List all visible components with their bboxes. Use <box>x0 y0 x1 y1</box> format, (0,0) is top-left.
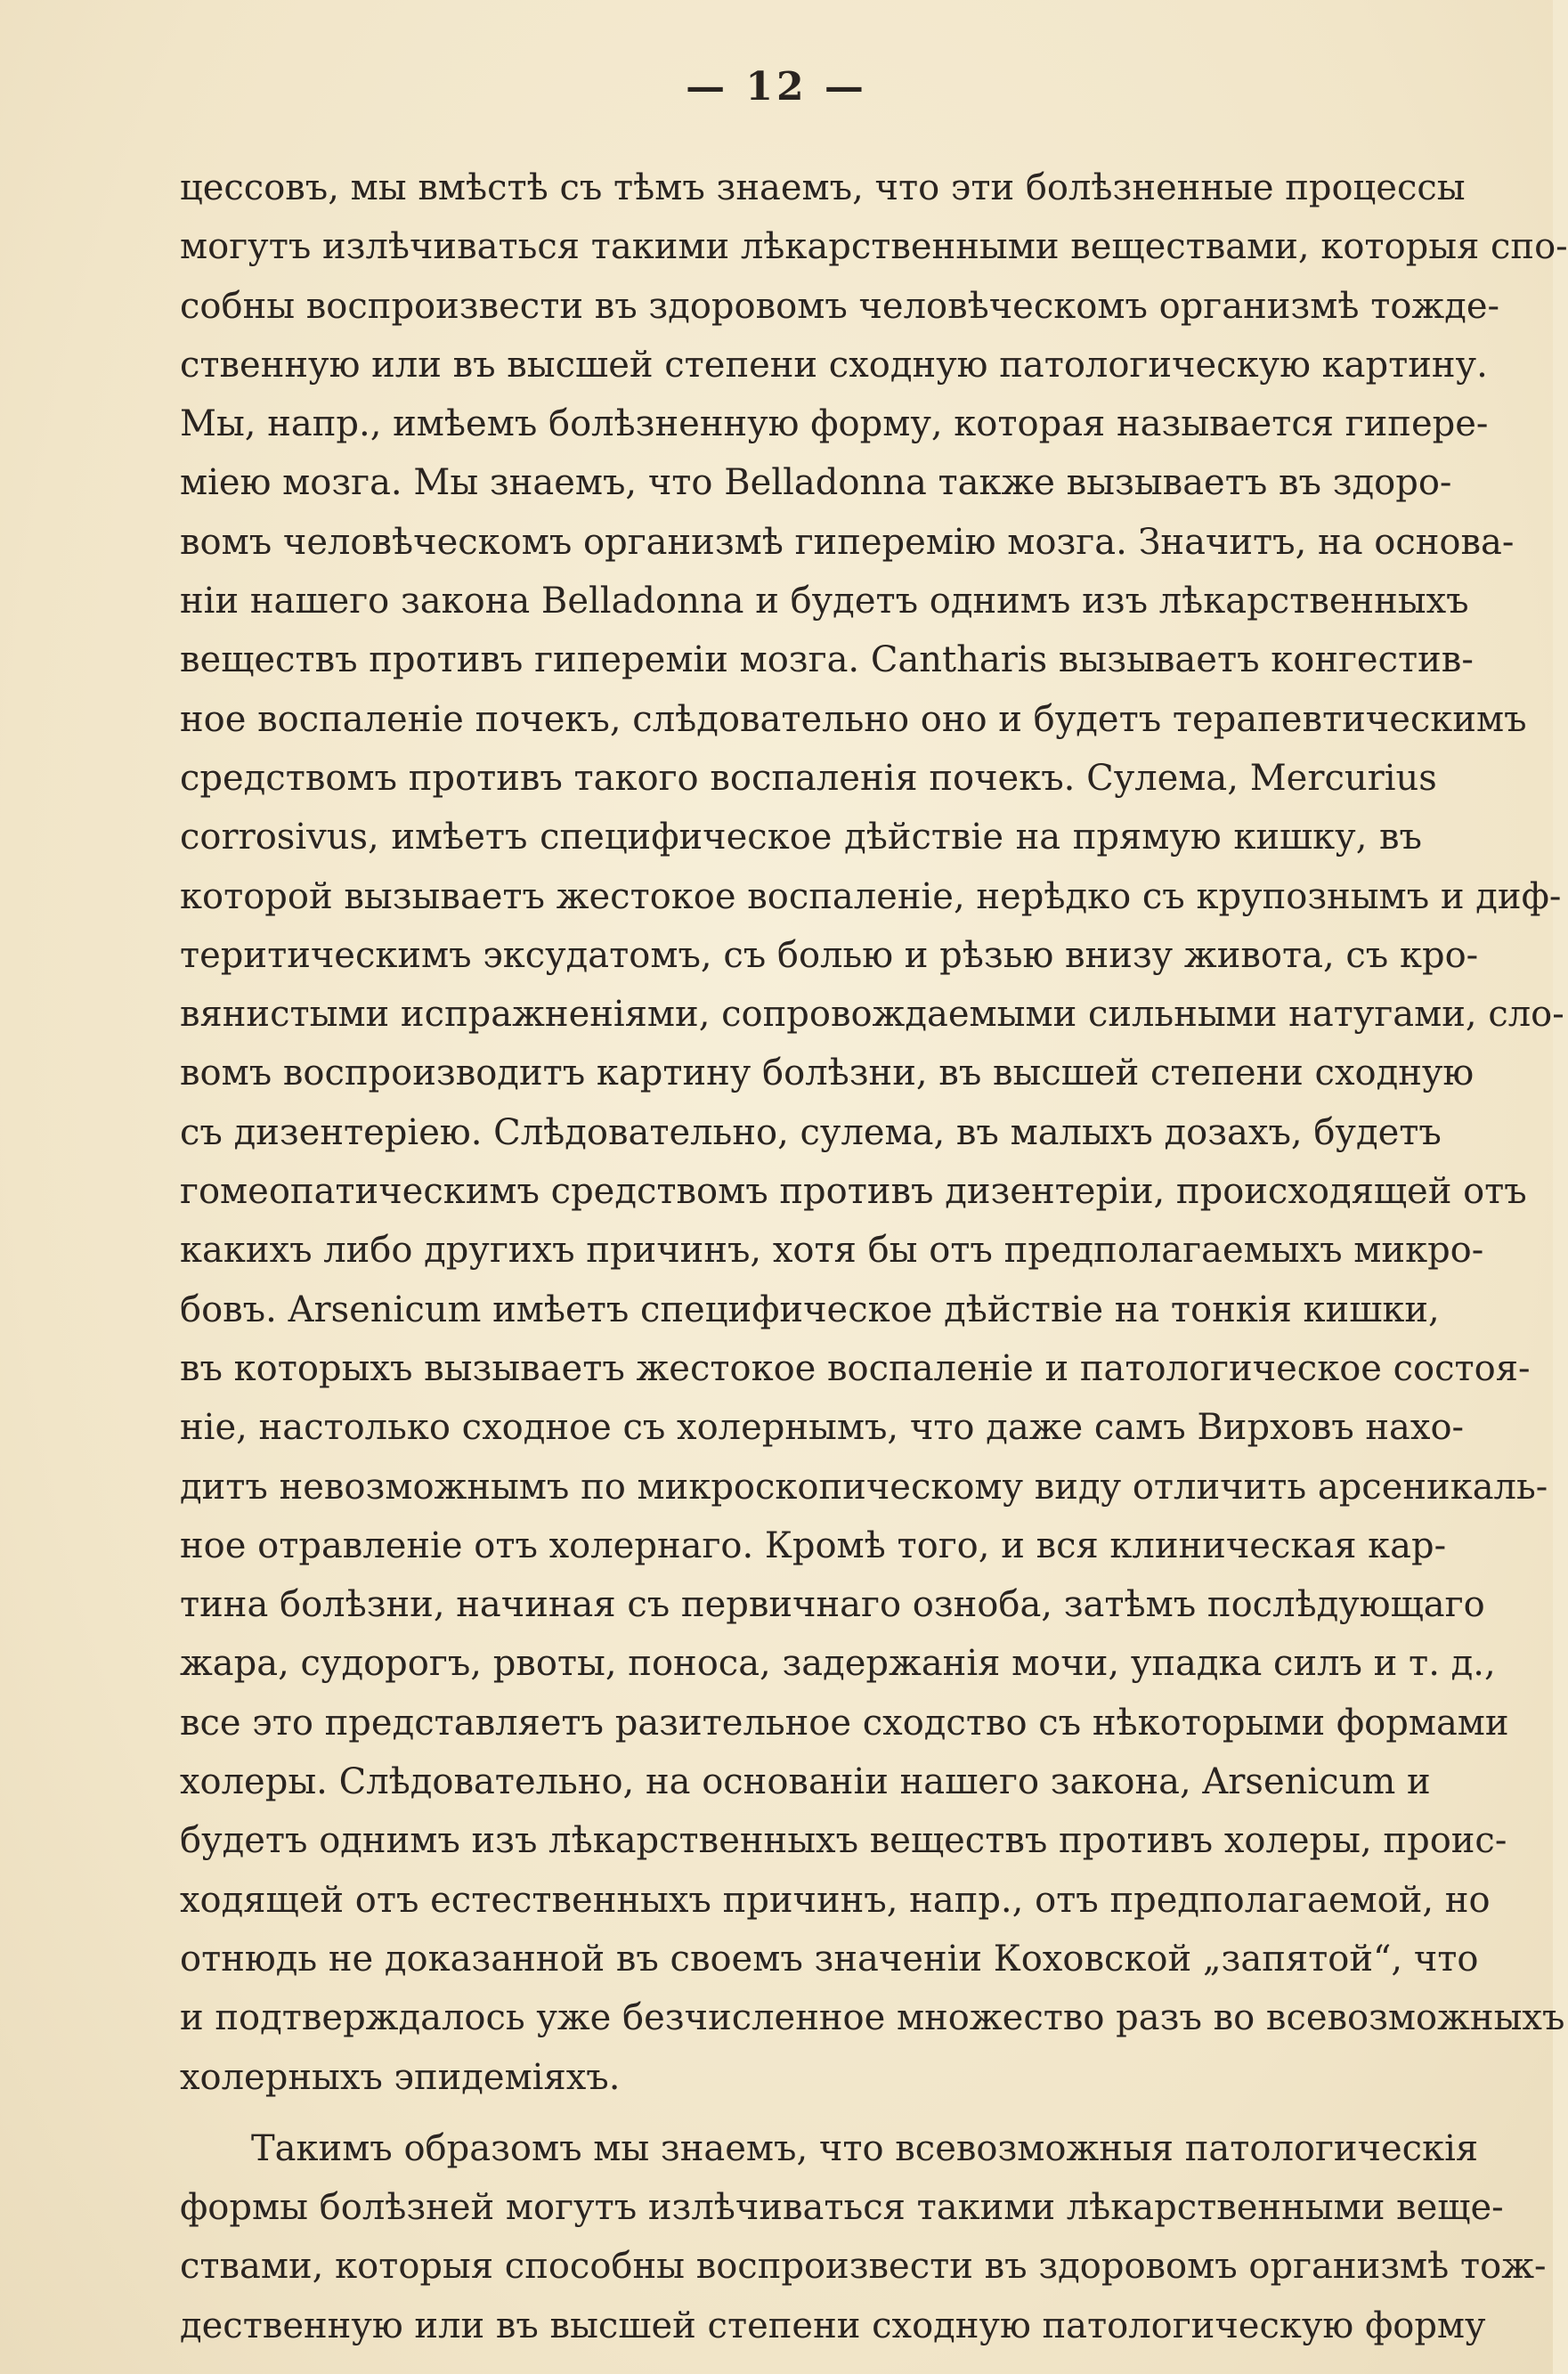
text-line: въ которыхъ вызываетъ жестокое воспаленіе и патологическое состоя- <box>180 1347 1531 1389</box>
text-line: дественную или въ высшей степени сходную патологическую форму <box>180 2305 1486 2346</box>
text-line: жара, судорогъ, рвоты, поноса, задержанія мочи, упадка силъ и т. д., <box>180 1643 1496 1685</box>
paragraph-gap <box>180 2107 1422 2119</box>
text-line: теритическимъ эксудатомъ, съ болью и рѣзью внизу живота, съ кро- <box>180 934 1479 976</box>
text-line: ное воспаленіе почекъ, слѣдовательно оно и будетъ терапевтическимъ <box>180 698 1527 740</box>
text-line: ніи нашего закона Belladonna и будетъ однимъ изъ лѣкарственныхъ <box>180 581 1469 622</box>
text-line: вомъ человѣческомъ организмѣ гиперемію мозга. Значитъ, на основа- <box>180 521 1515 563</box>
text-line: ходящей отъ естественныхъ причинъ, напр., отъ предполагаемой, но <box>180 1879 1491 1921</box>
text-line: и подтверждалось уже безчисленное множество разъ во всевозможныхъ <box>180 1997 1565 2039</box>
text-line: бовъ. Arsenicum имѣетъ специфическое дѣйствіе на тонкія кишки, <box>180 1289 1440 1330</box>
text-line: все это представляетъ разительное сходство съ нѣкоторыми формами <box>180 1702 1509 1744</box>
text-line: какихъ либо другихъ причинъ, хотя бы отъ предполагаемыхъ микро- <box>180 1230 1484 1272</box>
text-line: вянистыми испражненіями, сопровождаемыми сильными натугами, сло- <box>180 994 1564 1036</box>
text-line: ное отравленіе отъ холернаго. Кромѣ того, и вся клиническая кар- <box>180 1524 1447 1566</box>
text-line: средствомъ противъ такого воспаленія почекъ. Сулема, Mercurius <box>180 757 1437 799</box>
text-line: ствами, которыя способны воспроизвести въ здоровомъ организмѣ тож- <box>180 2246 1547 2288</box>
text-line: вомъ воспроизводитъ картину болѣзни, въ высшей степени сходную <box>180 1053 1475 1094</box>
text-line: тина болѣзни, начиная съ первичнаго озноба, затѣмъ послѣдующаго <box>180 1584 1485 1626</box>
paragraph-1 <box>180 159 1568 2107</box>
text-line: corrosivus, имѣетъ специфическое дѣйствіе на прямую кишку, въ <box>180 817 1422 858</box>
text-line: ственную или въ высшей степени сходную патологическую картину. <box>180 344 1488 386</box>
text-line: гомеопатическимъ средствомъ противъ дизентеріи, происходящей отъ <box>180 1171 1527 1213</box>
text-line: Такимъ образомъ мы знаемъ, что всевозможныя патологическія <box>251 2127 1479 2169</box>
text-line: съ дизентеріею. Слѣдовательно, сулема, въ малыхъ дозахъ, будетъ <box>180 1111 1442 1153</box>
page-number: — 12 — <box>686 64 867 110</box>
text-line: міею мозга. Мы знаемъ, что Belladonna также вызываетъ въ здоро- <box>180 462 1452 504</box>
text-body <box>180 159 1568 2355</box>
text-line: собны воспроизвести въ здоровомъ человѣческомъ организмѣ тожде- <box>180 285 1500 327</box>
text-line: цессовъ, мы вмѣстѣ съ тѣмъ знаемъ, что эти болѣзненные процессы <box>180 167 1466 208</box>
text-line: могутъ излѣчиваться такими лѣкарственными веществами, которыя спо- <box>180 226 1568 268</box>
text-line: отнюдь не доказанной въ своемъ значеніи Коховской „запятой“, что <box>180 1938 1479 1980</box>
paragraph-2 <box>180 2119 1547 2355</box>
text-line: холерныхъ эпидеміяхъ. <box>180 2056 621 2098</box>
text-line: дитъ невозможнымъ по микроскопическому виду отличить арсеникаль- <box>180 1466 1548 1508</box>
text-line: холеры. Слѣдовательно, на основаніи нашего закона, Arsenicum и <box>180 1761 1431 1803</box>
text-line: ніе, настолько сходное съ холернымъ, что даже самъ Вирховъ нахо- <box>180 1407 1465 1449</box>
text-line: формы болѣзней могутъ излѣчиваться такими лѣкарственными веще- <box>180 2187 1504 2229</box>
text-line: будетъ однимъ изъ лѣкарственныхъ веществъ противъ холеры, проис- <box>180 1820 1507 1862</box>
text-line: Мы, напр., имѣемъ болѣзненную форму, которая называется гипере- <box>180 403 1489 445</box>
text-line: которой вызываетъ жестокое воспаленіе, нерѣдко съ крупознымъ и диф- <box>180 875 1562 917</box>
text-line: веществъ противъ гипереміи мозга. Cantharis вызываетъ конгестив- <box>180 639 1474 681</box>
